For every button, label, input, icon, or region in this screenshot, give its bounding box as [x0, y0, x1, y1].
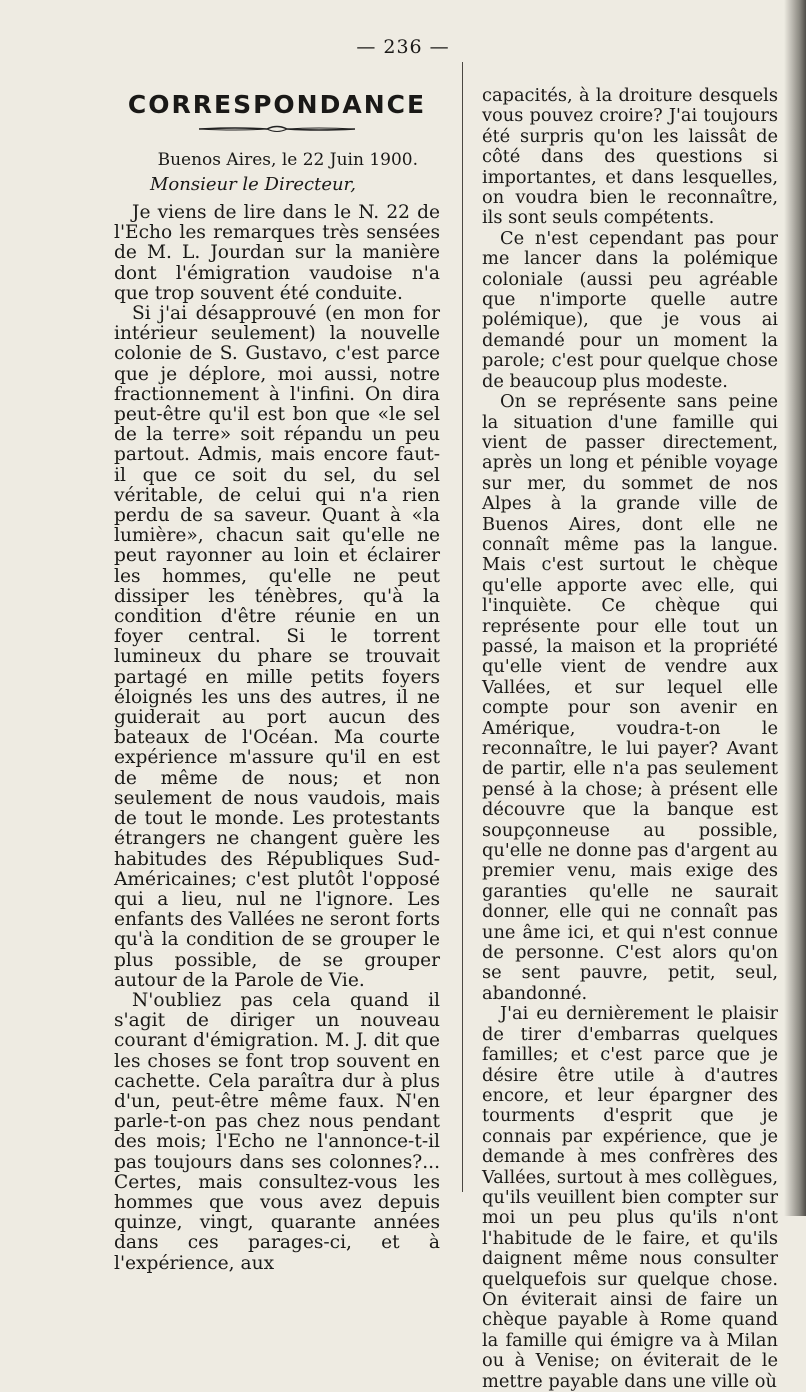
dateline: Buenos Aires, le 22 Juin 1900.	[157, 150, 418, 170]
paragraph: Ce n'est cependant pas pour me lancer dans la polémique coloniale (aussi peu agréable que n'importe quelle autre polémique), que je vous ai demandé pour un moment la parole; c'est pour quelque chose de beaucoup plus modeste.	[482, 227, 778, 392]
ornament-divider	[197, 123, 357, 135]
scan-edge-shadow	[784, 0, 806, 1216]
paragraph: capacités, à la droiture desquels vous pouvez croire? J'ai toujours été surpris qu'on les laissât de côté dans des questions si importantes, et dans lesquelles, on voudra bien le reconnaître, ils sont seuls compétents.	[482, 85, 778, 229]
paragraph: On se représente sans peine la situation d'une famille qui vient de passer directement, après un long et pénible voyage sur mer, du sommet de nos Alpes à la grande ville de Buenos Aires, dont elle ne connaît même pas la langue. Mais c'est surtout le chèque qu'elle apporte avec elle, qui l'inquiète. Ce chèque qui représente pour elle tout un passé, la maison et la propriété qu'elle vient de vendre aux Vallées, et sur lequel elle compte pour son avenir en Amérique, voudra-t-on le reconnaître, le lui payer? Avant de partir, elle n'a pas seulement pensé à la chose; à présent elle découvre que la banque est soupçonneuse au possible, qu'elle ne donne pas d'argent au premier venu, mais exige des garanties qu'elle ne saurait donner, elle qui ne connaît pas une âme ici, et qui n'est connue de personne. C'est alors qu'on se sent pauvre, petit, seul, abandonné.	[482, 391, 778, 1004]
column-divider	[462, 62, 463, 1192]
paragraph: N'oubliez pas cela quand il s'agit de diriger un nouveau courant d'émigration. M. J. dit que les choses se font trop souvent en cachette. Cela paraîtra dur à plus d'un, peut-être même faux. N'en parle-t-on pas chez nous pendant des mois; l'Echo ne l'annonce-t-il pas toujours dans ses colonnes?... Certes, mais consultez-vous les hommes que vous avez depuis quinze, vingt, quarante années dans ces parages-ci, et à l'expérience, aux	[114, 989, 440, 1274]
right-column	[482, 86, 778, 1392]
paragraph: Si j'ai désapprouvé (en mon for intérieur seulement) la nouvelle colonie de S. Gustavo, c'est parce que je déplore, moi aussi, notre fractionnement à l'infini. On dira peut-être qu'il est bon que «le sel de la terre» soit répandu un peu partout. Admis, mais encore faut-il que ce soit du sel, du sel véritable, de celui qui n'a rien perdu de sa saveur. Quant à «la lumière», chacun sait qu'elle ne peut rayonner au loin et éclairer les hommes, qu'elle ne peut dissiper les ténèbres, qu'à la condition d'être réunie en un foyer central. Si le torrent lumineux du phare se trouvait partagé en mille petits foyers éloignés les uns des autres, il ne guiderait au port aucun des bateaux de l'Océan. Ma courte expérience m'assure qu'il en est de même de nous; et non seulement de nous vaudois, mais de tout le monde. Les protestants étrangers ne changent guère les habitudes des Républiques Sud-Américaines; c'est plutôt l'opposé qui a lieu, nul ne l'ignore. Les enfants des Vallées ne seront forts qu'à la condition de se grouper le plus possible, de se grouper autour de la Parole de Vie.	[114, 303, 440, 991]
left-column	[114, 86, 440, 1274]
paragraph: J'ai eu dernièrement le plaisir de tirer d'embarras quelques familles; et c'est parce que je désire être utile à d'autres encore, et leur épargner des tourments d'esprit que je connais par expérience, que je demande à mes confrères des Vallées, surtout à mes collègues, qu'ils veuillent bien compter sur moi un peu plus qu'ils n'ont l'habitude de le faire, et qu'ils daignent même nous consulter quelquefois sur quelque chose. On éviterait ainsi de faire un chèque payable à Rome quand la famille qui émigre va à Milan ou à Venise; on éviterait de le mettre payable dans une ville où	[482, 1003, 778, 1392]
salutation: Monsieur le Directeur,	[150, 174, 356, 195]
page-title: CORRESPONDANCE	[127, 90, 427, 119]
paragraph: Je viens de lire dans le N. 22 de l'Echo les remarques très sensées de M. L. Jourdan sur la manière dont l'émigration vaudoise n'a que trop souvent été conduite.	[114, 202, 440, 304]
page-number: — 236 —	[356, 36, 450, 58]
